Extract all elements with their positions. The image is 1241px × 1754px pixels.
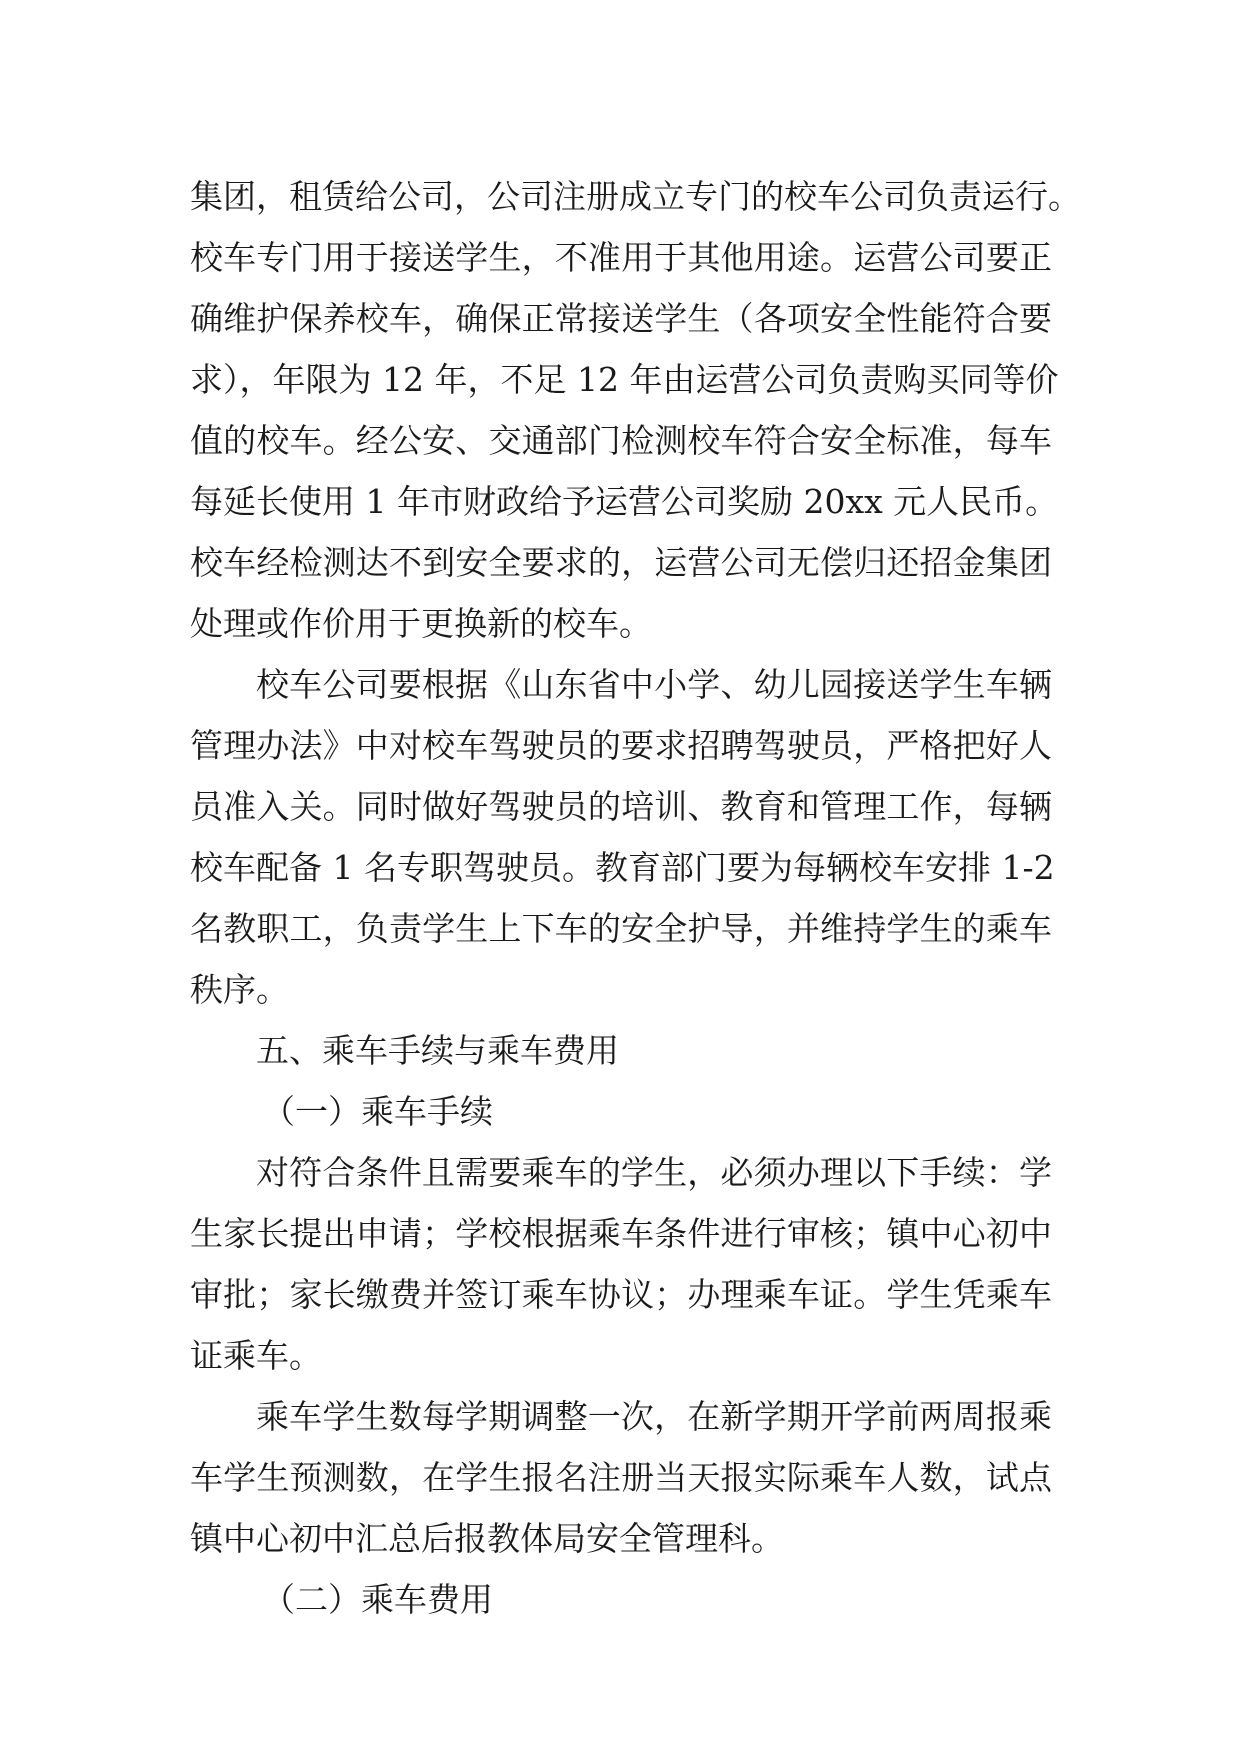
paragraph bbox=[190, 1142, 1052, 1386]
text-line: 对符合条件且需要乘车的学生，必须办理以下手续：学 bbox=[256, 1153, 1052, 1192]
text-line: 员准入关。同时做好驾驶员的培训、教育和管理工作，每辆 bbox=[190, 787, 1052, 826]
text-line: 校车配备 1 名专职驾驶员。教育部门要为每辆校车安排 1-2 bbox=[190, 848, 1055, 887]
text-line: 处理或作价用于更换新的校车。 bbox=[190, 604, 652, 643]
text-line: 值的校车。经公安、交通部门检测校车符合安全标准，每车 bbox=[190, 421, 1052, 460]
text-line: 管理办法》中对校车驾驶员的要求招聘驾驶员，严格把好人 bbox=[190, 726, 1052, 765]
text-line: 乘车学生数每学期调整一次，在新学期开学前两周报乘 bbox=[256, 1397, 1052, 1436]
paragraph bbox=[190, 1386, 1052, 1569]
text-line: 车学生预测数，在学生报名注册当天报实际乘车人数，试点 bbox=[190, 1458, 1052, 1497]
text-line: 镇中心初中汇总后报教体局安全管理科。 bbox=[190, 1519, 784, 1558]
text-line: 秩序。 bbox=[190, 970, 289, 1009]
subsection-heading: （二）乘车费用 bbox=[262, 1580, 493, 1619]
paragraph bbox=[190, 166, 1081, 654]
document-page bbox=[190, 166, 1081, 1630]
text-line: 每延长使用 1 年市财政给予运营公司奖励 20xx 元人民币。 bbox=[190, 482, 1059, 521]
text-line: 求），年限为 12 年，不足 12 年由运营公司负责购买同等价 bbox=[190, 360, 1059, 399]
text-line: 审批；家长缴费并签订乘车协议；办理乘车证。学生凭乘车 bbox=[190, 1275, 1052, 1314]
text-line: 校车公司要根据《山东省中小学、幼儿园接送学生车辆 bbox=[256, 665, 1052, 704]
text-line: 校车经检测达不到安全要求的，运营公司无偿归还招金集团 bbox=[190, 543, 1052, 582]
text-line: 证乘车。 bbox=[190, 1336, 322, 1375]
text-line: 确维护保养校车，确保正常接送学生（各项安全性能符合要 bbox=[190, 299, 1052, 338]
text-line: 集团，租赁给公司，公司注册成立专门的校车公司负责运行。 bbox=[190, 177, 1081, 216]
subsection-heading: （一）乘车手续 bbox=[262, 1092, 493, 1131]
text-line: 生家长提出申请；学校根据乘车条件进行审核；镇中心初中 bbox=[190, 1214, 1052, 1253]
section-heading: 五、乘车手续与乘车费用 bbox=[256, 1031, 619, 1070]
text-line: 名教职工，负责学生上下车的安全护导，并维持学生的乘车 bbox=[190, 909, 1052, 948]
text-line: 校车专门用于接送学生，不准用于其他用途。运营公司要正 bbox=[190, 238, 1052, 277]
paragraph bbox=[190, 654, 1055, 1020]
